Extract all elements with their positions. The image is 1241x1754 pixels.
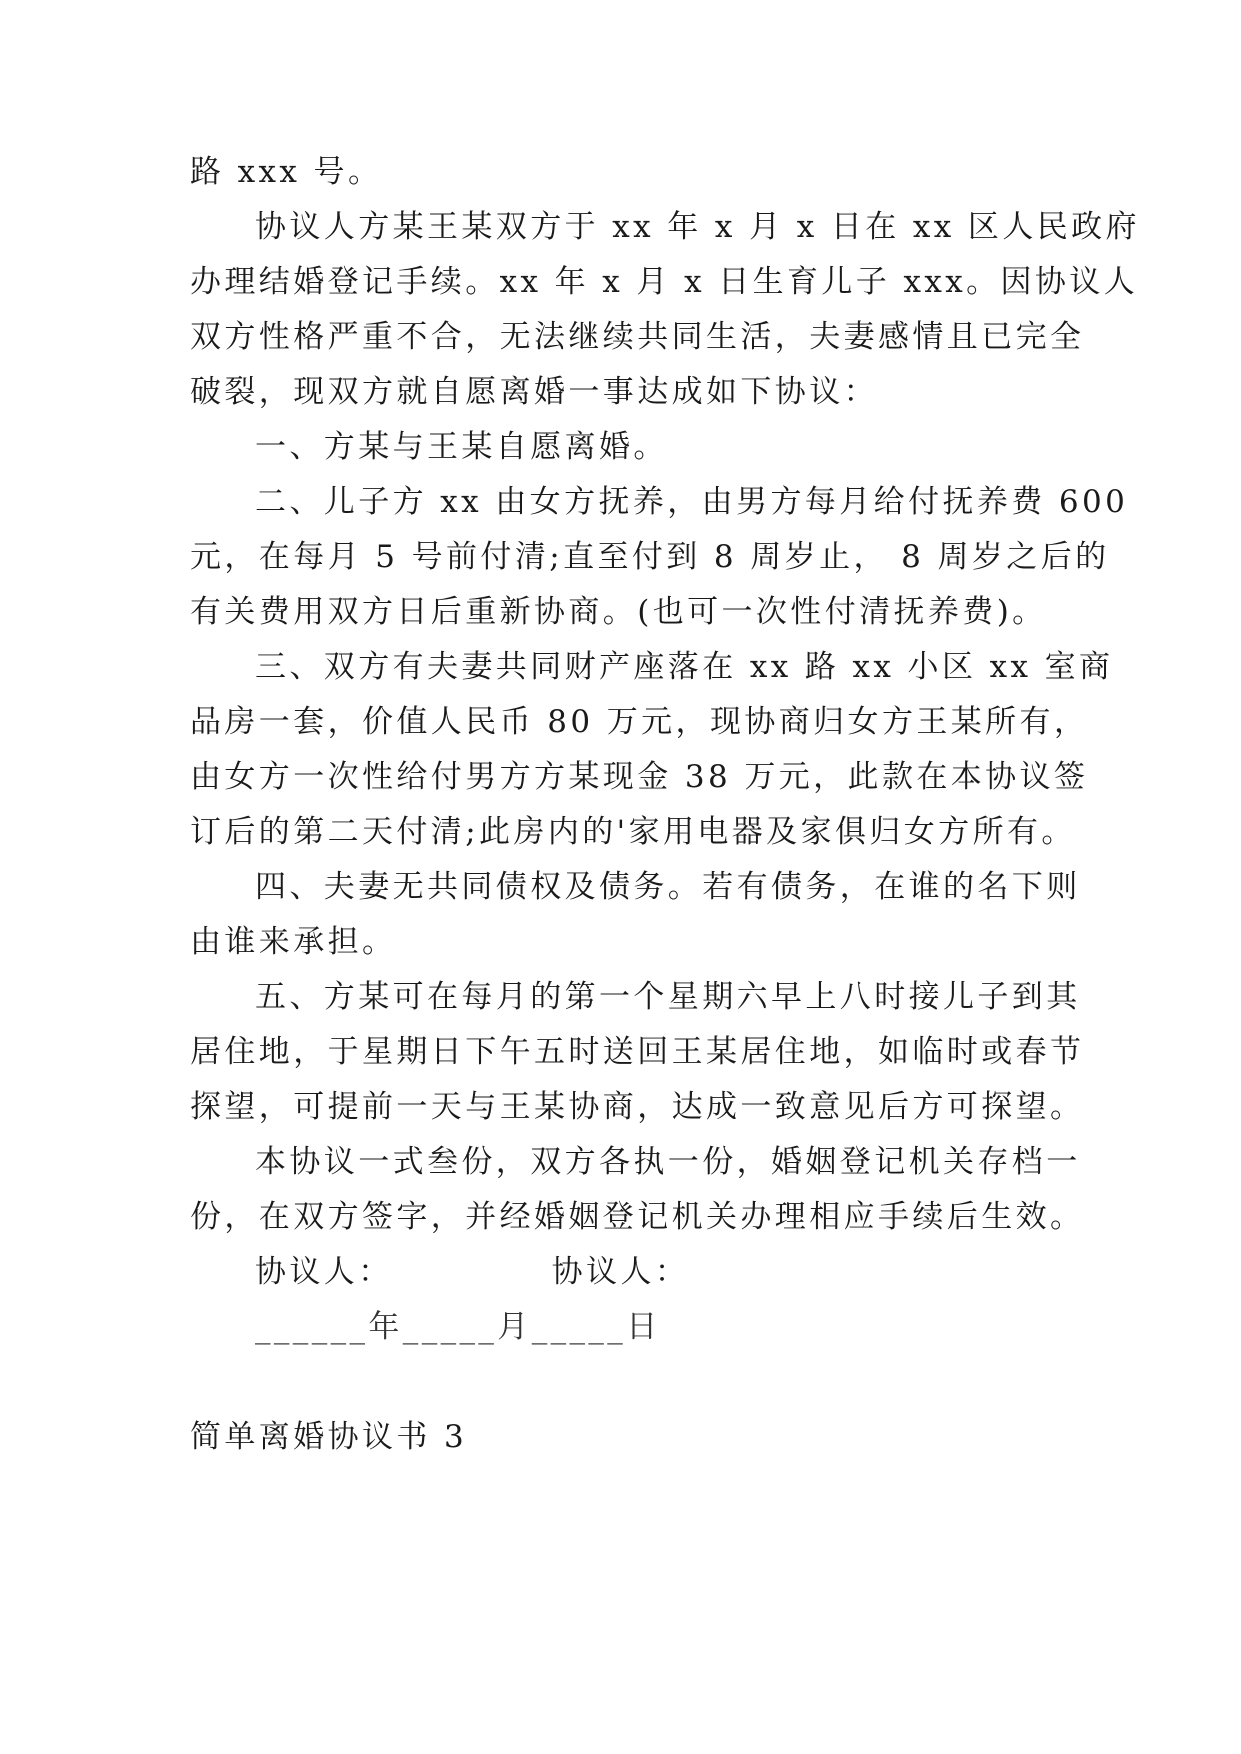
clause-two: 二、儿子方 xx 由女方抚养，由男方每月给付抚养费 600 <box>255 484 1129 520</box>
closing-paragraph: 本协议一式叁份，双方各执一份，婚姻登记机关存档一 <box>255 1144 1081 1180</box>
clause-four: 四、夫妻无共同债权及债务。若有债务，在谁的名下则 <box>255 869 1081 905</box>
text-line: 有关费用双方日后重新协商。(也可一次性付清抚养费)。 <box>190 594 1047 630</box>
text-line: 由谁来承担。 <box>190 924 397 960</box>
text-line: 份，在双方签字，并经婚姻登记机关办理相应手续后生效。 <box>190 1199 1085 1235</box>
text-line: 品房一套，价值人民币 80 万元，现协商归女方王某所有， <box>190 704 1089 740</box>
text-line: 探望，可提前一天与王某协商，达成一致意见后方可探望。 <box>190 1089 1085 1125</box>
text-line: 元，在每月 5 号前付清;直至付到 8 周岁止， 8 周岁之后的 <box>190 539 1110 575</box>
text-line: 路 xxx 号。 <box>190 154 383 190</box>
signature-line: 协议人： 协议人： <box>255 1254 690 1290</box>
text-line: 由女方一次性给付男方方某现金 38 万元，此款在本协议签 <box>190 759 1089 795</box>
clause-one: 一、方某与王某自愿离婚。 <box>255 429 668 465</box>
text-line: 双方性格严重不合，无法继续共同生活，夫妻感情且已完全 <box>190 319 1085 355</box>
clause-five: 五、方某可在每月的第一个星期六早上八时接儿子到其 <box>255 979 1081 1015</box>
text-line: 订后的第二天付清;此房内的'家用电器及家俱归女方所有。 <box>190 814 1076 850</box>
section-heading: 简单离婚协议书 3 <box>190 1419 468 1455</box>
text-line: 破裂，现双方就自愿离婚一事达成如下协议： <box>190 374 878 410</box>
paragraph-agreement-intro: 协议人方某王某双方于 xx 年 x 月 x 日在 xx 区人民政府 <box>255 209 1140 245</box>
date-line: ______年_____月_____日 <box>255 1309 661 1345</box>
text-line: 办理结婚登记手续。xx 年 x 月 x 日生育儿子 xxx。因协议人 <box>190 264 1139 300</box>
clause-three: 三、双方有夫妻共同财产座落在 xx 路 xx 小区 xx 室商 <box>255 649 1114 685</box>
text-line: 居住地，于星期日下午五时送回王某居住地，如临时或春节 <box>190 1034 1085 1070</box>
